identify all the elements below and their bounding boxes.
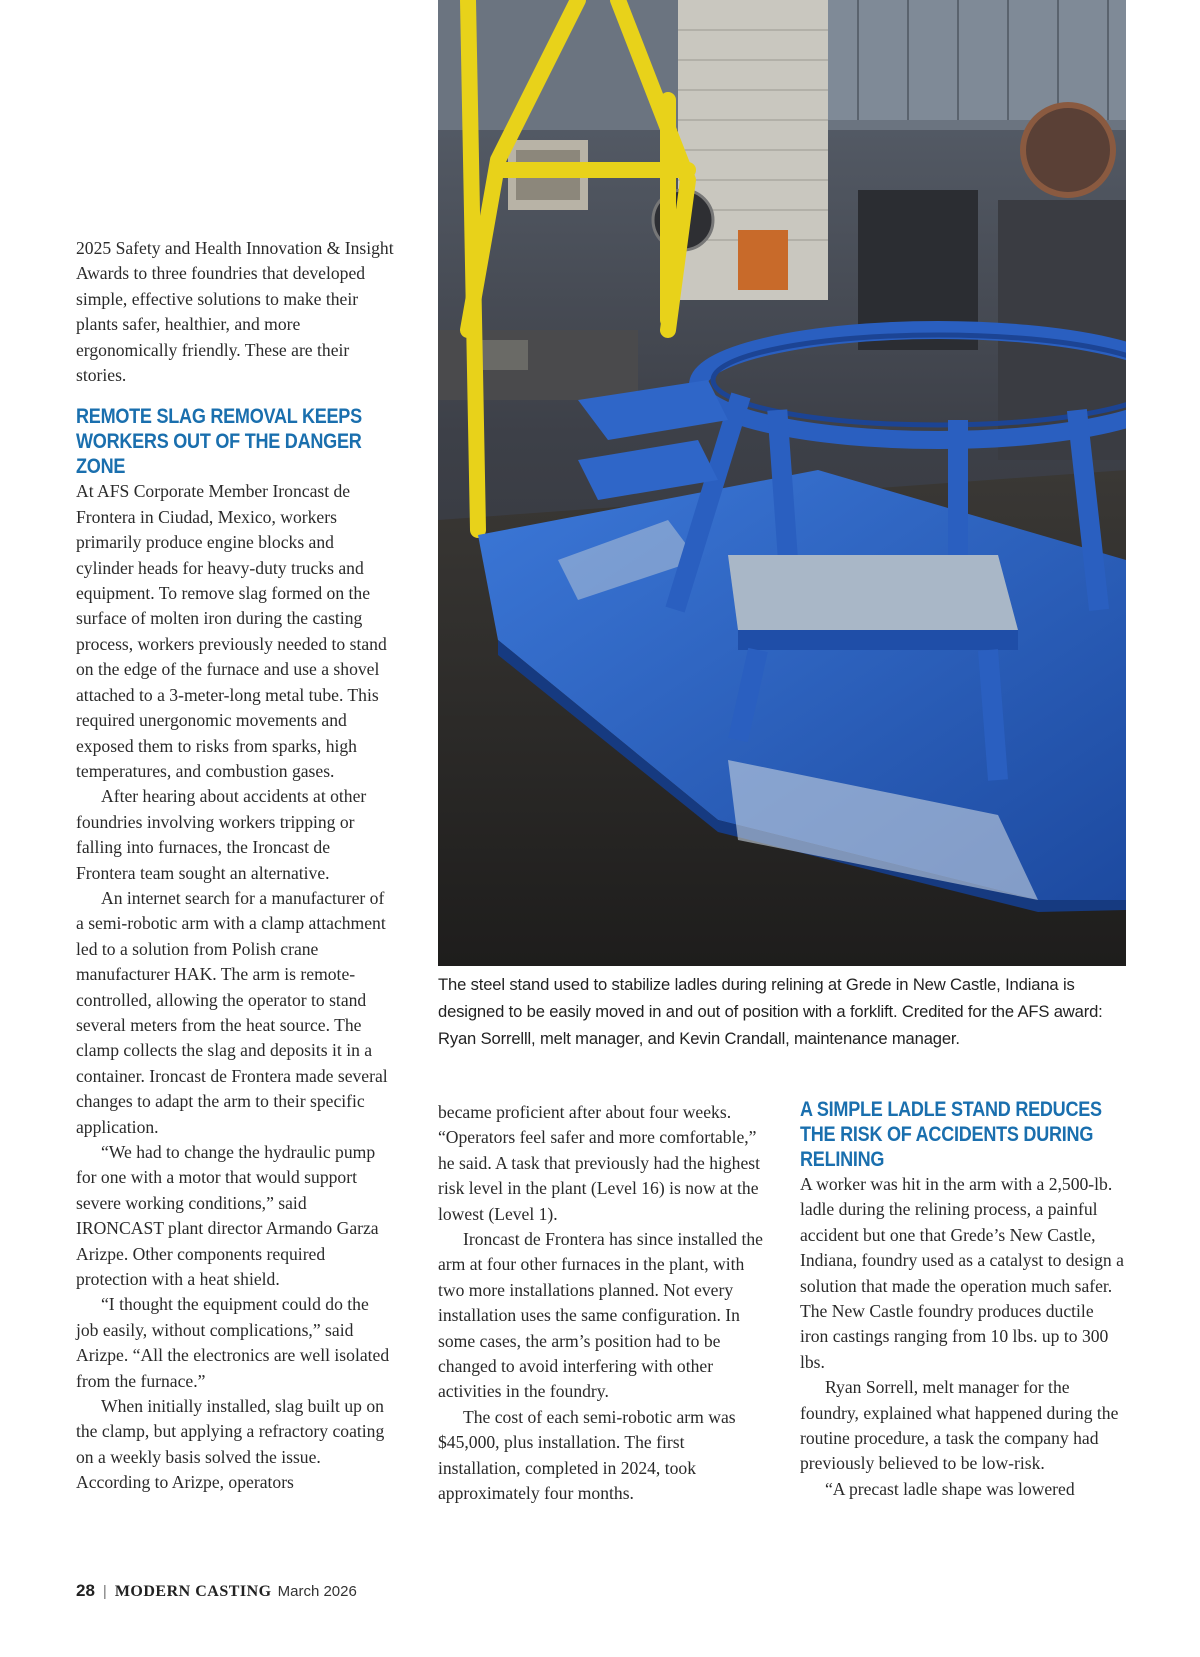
intro-paragraph: 2025 Safety and Health Innovation & Insight Awards to three foundries that developed simple, effective solutions to make their plants safer, healthier, and more ergonomically friendly. These are their stories. [76, 238, 394, 386]
body-paragraph: After hearing about accidents at other foundries involving workers tripping or falling into furnaces, the Ironcast de Frontera team sought an alternative. [76, 786, 367, 883]
body-paragraph: At AFS Corporate Member Ironcast de Frontera in Ciudad, Mexico, workers primarily produce engine blocks and cylinder heads for heavy-duty trucks and equipment. To remove slag formed on the surface of molten iron during the casting process, workers previously needed to stand on the edge of the furnace and use a shovel attached to a 3-meter-long metal tube. This required unergonomic movements and exposed them to risks from sparks, high temperatures, and combustion gases. [76, 481, 387, 781]
article-column-3 [800, 1097, 1126, 1502]
ladle-stand-illustration [438, 0, 1126, 966]
article-column-1 [76, 236, 394, 1496]
body-paragraph: An internet search for a manufacturer of a semi-robotic arm with a clamp attachment led to a solution from Polish crane manufacturer HAK. The arm is remote-controlled, allowing the operator to stand several meters from the heat source. The clamp collects the slag and deposits it in a container. Ironcast de Frontera made several changes to adapt the arm to their specific application. [76, 887, 388, 1137]
body-paragraph: became proficient after about four weeks. “Operators feel safer and more comfortable,” he said. A task that previously had the highest risk level in the plant (Level 16) is now at the lowest (Level 1). [438, 1102, 761, 1224]
footer-separator: | [102, 1583, 107, 1600]
page-footer [76, 1581, 357, 1601]
section-heading-slag-removal: REMOTE SLAG REMOVAL KEEPS WORKERS OUT OF THE DANGER ZONE [76, 405, 362, 479]
magazine-title: MODERN CASTING [114, 1583, 272, 1600]
body-paragraph: “I thought the equipment could do the job easily, without complications,” said Arizpe. “All the electronics are well isolated from the furnace.” [76, 1294, 390, 1391]
body-paragraph: A worker was hit in the arm with a 2,500-lb. ladle during the relining process, a painful accident but one that Grede’s New Castle, Indiana, foundry used as a catalyst to design a solution that made the operation much safer. The New Castle foundry produces ductile iron castings ranging from 10 lbs. up to 300 lbs. [800, 1174, 1124, 1372]
article-column-2 [438, 1100, 764, 1507]
body-paragraph: Ryan Sorrell, melt manager for the foundry, explained what happened during the routine procedure, a task the company had previously believed to be low-risk. [800, 1377, 1119, 1474]
section-heading-ladle-stand: A SIMPLE LADLE STAND REDUCES THE RISK OF ACCIDENTS DURING RELINING [800, 1098, 1102, 1171]
issue-date: March 2026 [277, 1583, 357, 1600]
ladle-stand-photo [438, 0, 1126, 966]
body-paragraph: “We had to change the hydraulic pump for one with a motor that would support severe working conditions,” said IRONCAST plant director Armando Garza Arizpe. Other components required protection with a heat shield. [76, 1142, 379, 1290]
body-paragraph: Ironcast de Frontera has since installed the arm at four other furnaces in the plant, with two more installations planned. Not every installation uses the same configuration. In some cases, the arm’s position had to be changed to avoid interfering with other activities in the foundry. [438, 1229, 763, 1402]
page-number: 28 [76, 1581, 95, 1600]
body-paragraph: “A precast ladle shape was lowered [825, 1478, 1075, 1499]
photo-caption: The steel stand used to stabilize ladles during relining at Grede in New Castle, Indiana is designed to be easily moved in and out of position with a forklift. Credited for the AFS award: Ryan Sorrelll, melt manager, and Kevin Crandall, maintenance manager. [438, 975, 1103, 1048]
body-paragraph: The cost of each semi-robotic arm was $45,000, plus installation. The first installation, completed in 2024, took approximately four months. [438, 1406, 736, 1504]
body-paragraph: When initially installed, slag built up on the clamp, but applying a refractory coating on a weekly basis solved the issue. According to Arizpe, operators [76, 1396, 385, 1493]
